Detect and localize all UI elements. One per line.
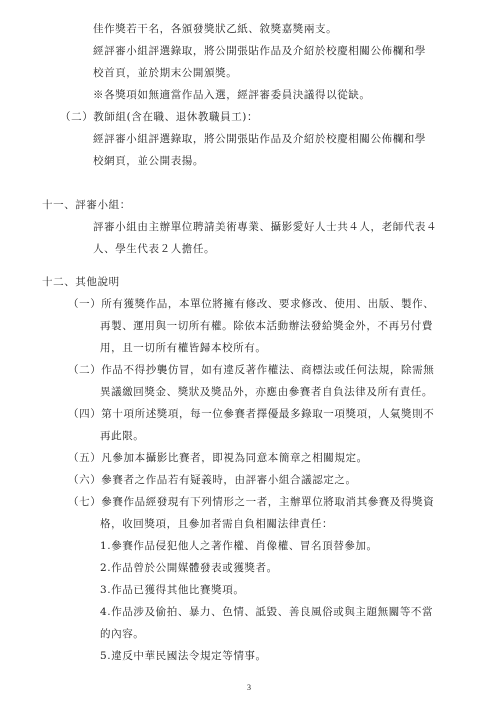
award-limit-item-line-1: （四）第十項所述獎項，每一位參賽者擇優最多錄取一項獎項，人氣獎則不: [68, 408, 435, 420]
consent-item: （五）凡參加本攝影比賽者，即視為同意本簡章之相關規定。: [68, 452, 368, 464]
judging-panel-line-2: 人、學生代表２人擔任。: [93, 243, 216, 255]
no-winner-note: ※各獎項如無適當作品入選，經評審委員決議得以從缺。: [93, 89, 371, 101]
plagiarism-item-line-2: 異議繳回獎金、獎狀及獎品外，亦應由參賽者自負法律及所有責任。: [100, 386, 433, 398]
disqualification-sub-3: 3.作品已獲得其他比賽獎項。: [100, 584, 245, 596]
page-number: 3: [247, 683, 251, 692]
disqualification-sub-4-line-1: 4.作品涉及偷拍、暴力、色情、詆毀、善良風俗或與主題無關等不當: [100, 606, 434, 618]
teacher-selection-line-1: 經評審小組評選錄取，將公開張貼作品及介紹於校慶相關公佈欄和學: [93, 133, 426, 145]
student-selection-line-2: 校首頁，並於期末公開頒獎。: [93, 67, 238, 79]
plagiarism-item-line-1: （二）作品不得抄襲仿冒，如有違反著作權法、商標法或任何法規，除需無: [68, 364, 435, 376]
disqualification-sub-5: 5.違反中華民國法令規定等情事。: [100, 650, 267, 662]
teacher-selection-line-2: 校網頁，並公開表揚。: [93, 155, 204, 167]
disqualification-item-line-2: 格，收回獎項，且參加者需自負相關法律責任：: [100, 518, 334, 530]
section-11-heading: 十一、評審小組：: [42, 199, 131, 211]
disqualification-sub-1: 1.參賽作品侵犯他人之著作權、肖像權、冒名頂替參加。: [100, 540, 378, 552]
student-selection-line-1: 經評審小組評選錄取，將公開張貼作品及介紹於校慶相關公佈欄和學: [93, 45, 426, 57]
disqualification-sub-2: 2.作品曾於公開媒體發表或獲獎者。: [100, 562, 278, 574]
award-limit-item-line-2: 再此限。: [100, 430, 145, 442]
disqualification-sub-4-line-2: 的內容。: [100, 628, 145, 640]
rights-item-line-3: 用，且一切所有權皆歸本校所有。: [100, 342, 267, 354]
disqualification-item-line-1: （七）參賽作品經發現有下列情形之一者，主辦單位將取消其參賽及得獎資: [68, 496, 435, 508]
teacher-group-heading: （二）教師組(含在職、退休教職員工)：: [60, 111, 259, 123]
judging-panel-line-1: 評審小組由主辦單位聘請美術專業、攝影愛好人士共４人，老師代表４: [93, 221, 438, 233]
dispute-item: （六）參賽者之作品若有疑義時，由評審小組合議認定之。: [68, 474, 357, 486]
section-12-heading: 十二、其他說明: [42, 276, 120, 288]
award-honorable-mention: 佳作獎若干名，各頒發獎狀乙紙、敘獎嘉獎兩支。: [93, 23, 338, 35]
rights-item-line-2: 再製、運用與一切所有權。除依本活動辦法發給獎金外，不再另付費: [100, 320, 433, 332]
rights-item-line-1: （一）所有獲獎作品，本單位將擁有修改、要求修改、使用、出版、製作、: [68, 298, 435, 310]
